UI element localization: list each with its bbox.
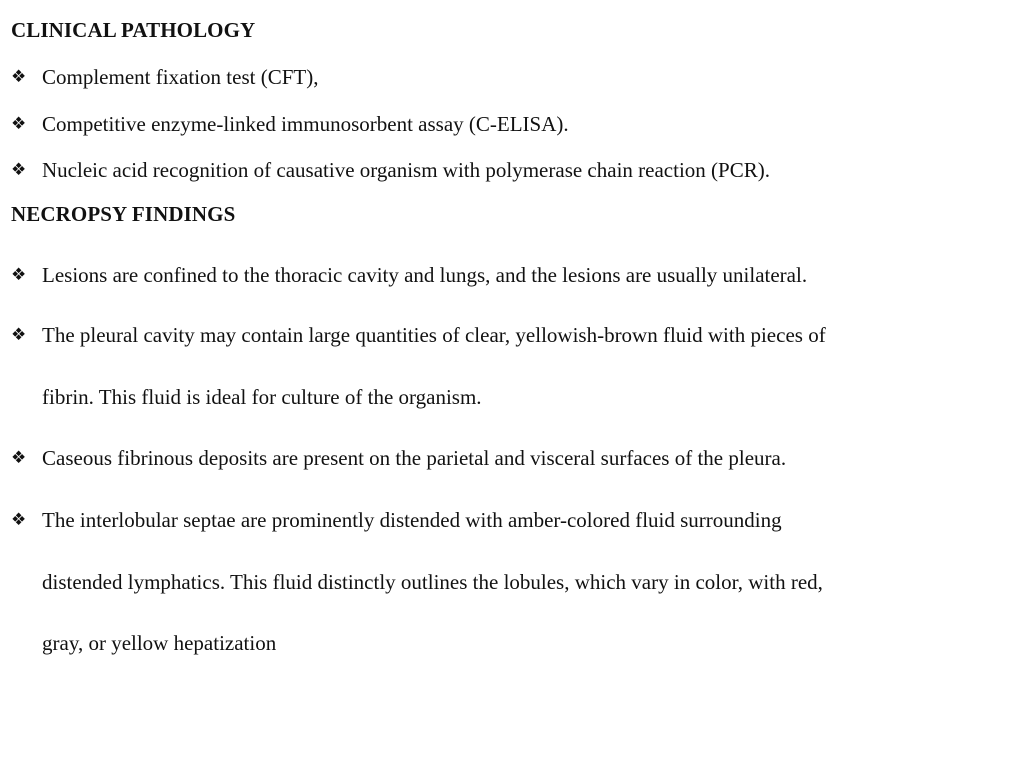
bullet-icon: ❖ [11, 448, 27, 467]
bullet-icon: ❖ [11, 265, 27, 284]
bullet-text: Competitive enzyme-linked immunosorbent assay (C-ELISA). [42, 112, 569, 136]
bullet-text: Caseous fibrinous deposits are present on the parietal and visceral surfaces of the pleura. [42, 446, 787, 470]
bullet-text: fibrin. This fluid is ideal for culture of the organism. [42, 384, 482, 409]
bullet-icon: ❖ [11, 325, 27, 344]
bullet-text: The interlobular septae are prominently distended with amber-colored fluid surrounding [42, 508, 782, 532]
bullet-icon: ❖ [11, 160, 27, 179]
bullet-text: distended lymphatics. This fluid distinctly outlines the lobules, which vary in color, with red, [42, 569, 823, 594]
bullet-text: Complement fixation test (CFT), [42, 65, 319, 89]
bullet-text: The pleural cavity may contain large quantities of clear, yellowish-brown fluid with pieces of [42, 323, 826, 347]
clinical-pathology-heading: CLINICAL PATHOLOGY [11, 18, 256, 42]
bullet-text: gray, or yellow hepatization [42, 631, 277, 655]
necropsy-findings-heading: NECROPSY FINDINGS [11, 202, 236, 226]
bullet-icon: ❖ [11, 510, 27, 529]
bullet-icon: ❖ [11, 114, 27, 133]
bullet-text: Nucleic acid recognition of causative organism with polymerase chain reaction (PCR). [42, 158, 770, 182]
bullet-icon: ❖ [11, 67, 27, 86]
bullet-text: Lesions are confined to the thoracic cavity and lungs, and the lesions are usually unilateral. [42, 263, 808, 287]
